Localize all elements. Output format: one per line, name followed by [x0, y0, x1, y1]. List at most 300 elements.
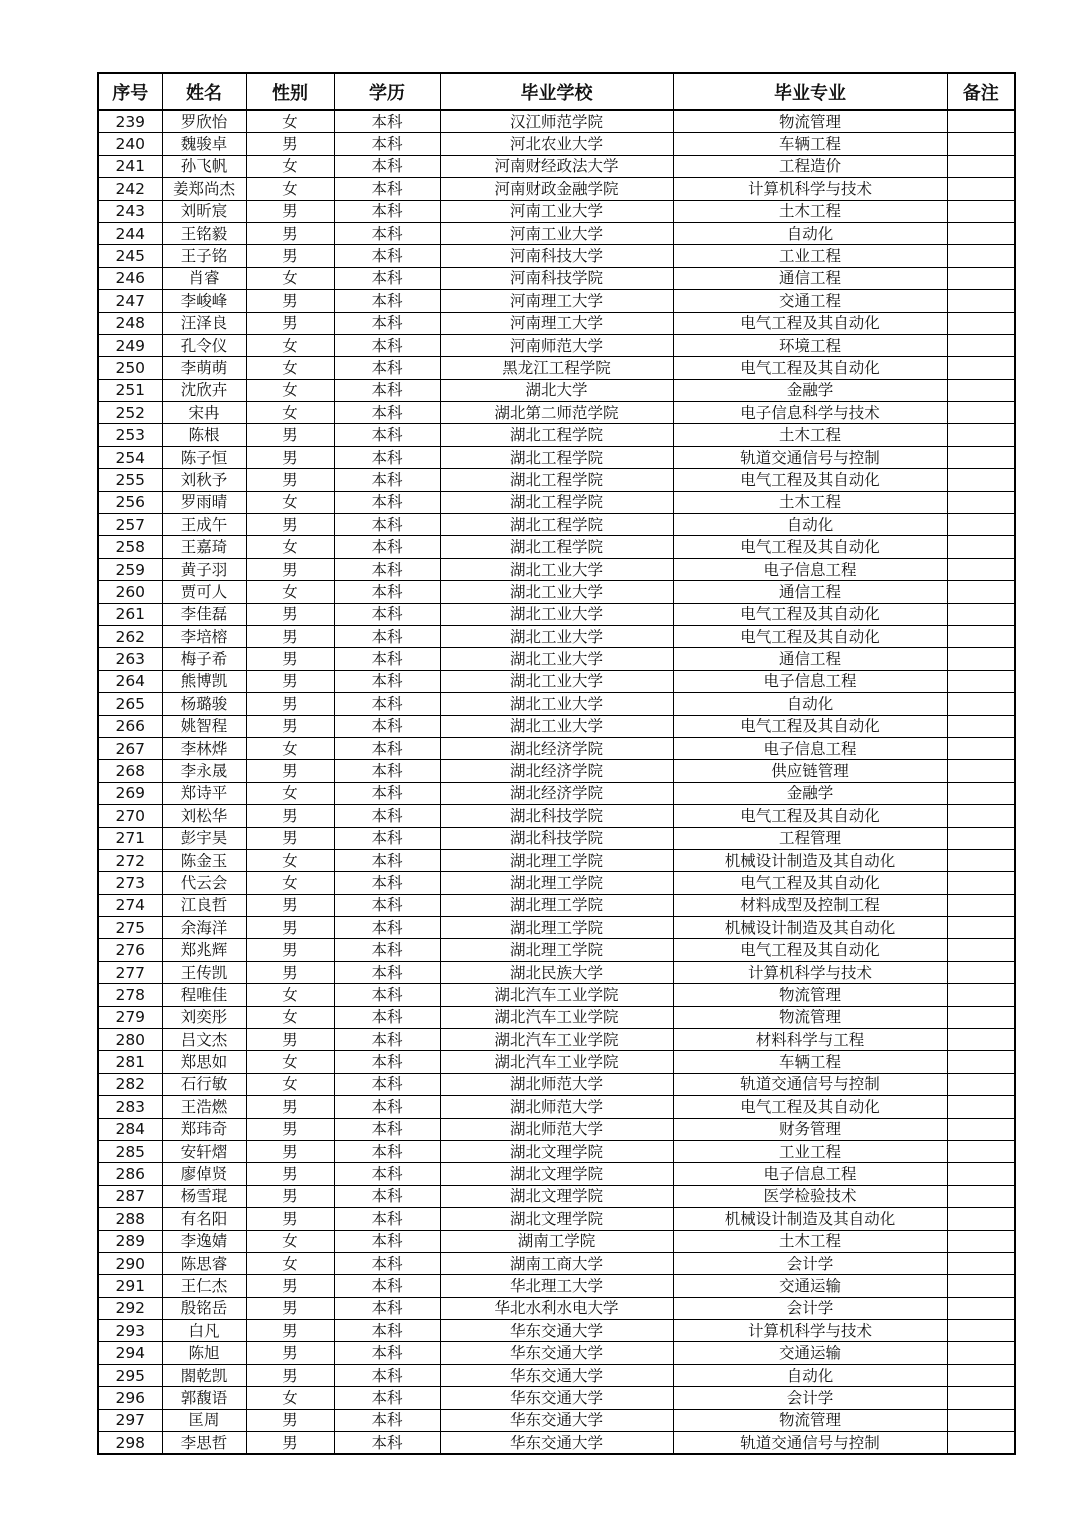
cell-gender: 女	[246, 402, 334, 424]
cell-remarks	[947, 827, 1015, 849]
cell-gender: 男	[246, 894, 334, 916]
cell-gender: 女	[246, 1252, 334, 1274]
cell-remarks	[947, 1364, 1015, 1386]
cell-school: 湖北文理学院	[440, 1140, 673, 1162]
cell-seq: 297	[98, 1409, 162, 1431]
header-gender: 性别	[246, 73, 334, 110]
table-row	[98, 133, 1015, 155]
cell-seq: 293	[98, 1320, 162, 1342]
table-row	[98, 200, 1015, 222]
cell-remarks	[947, 894, 1015, 916]
cell-remarks	[947, 1342, 1015, 1364]
cell-education: 本科	[334, 133, 440, 155]
cell-school: 河南科技学院	[440, 267, 673, 289]
cell-gender: 男	[246, 693, 334, 715]
cell-gender: 男	[246, 1163, 334, 1185]
cell-major: 机械设计制造及其自动化	[673, 917, 947, 939]
cell-education: 本科	[334, 648, 440, 670]
cell-seq: 278	[98, 984, 162, 1006]
cell-remarks	[947, 1051, 1015, 1073]
cell-education: 本科	[334, 1118, 440, 1140]
cell-name: 李永晟	[162, 760, 246, 782]
table-row	[98, 1364, 1015, 1386]
cell-remarks	[947, 446, 1015, 468]
cell-name: 余海洋	[162, 917, 246, 939]
table-row	[98, 760, 1015, 782]
cell-major: 电子信息工程	[673, 737, 947, 759]
cell-name: 刘秋予	[162, 469, 246, 491]
cell-major: 电气工程及其自动化	[673, 805, 947, 827]
cell-education: 本科	[334, 379, 440, 401]
cell-name: 魏骏卓	[162, 133, 246, 155]
cell-seq: 247	[98, 290, 162, 312]
table-row	[98, 1432, 1015, 1455]
cell-name: 李逸婧	[162, 1230, 246, 1252]
cell-school: 华东交通大学	[440, 1320, 673, 1342]
cell-school: 湖北汽车工业学院	[440, 984, 673, 1006]
table-row	[98, 648, 1015, 670]
cell-school: 河南工业大学	[440, 222, 673, 244]
cell-seq: 263	[98, 648, 162, 670]
cell-seq: 246	[98, 267, 162, 289]
table-row	[98, 894, 1015, 916]
cell-name: 李峻峰	[162, 290, 246, 312]
cell-remarks	[947, 110, 1015, 133]
cell-name: 閤乾凯	[162, 1364, 246, 1386]
cell-school: 湖北工程学院	[440, 424, 673, 446]
cell-gender: 男	[246, 1432, 334, 1455]
cell-major: 物流管理	[673, 1006, 947, 1028]
cell-seq: 289	[98, 1230, 162, 1252]
cell-remarks	[947, 514, 1015, 536]
table-row	[98, 693, 1015, 715]
cell-school: 湖北理工学院	[440, 939, 673, 961]
table-row	[98, 334, 1015, 356]
cell-gender: 女	[246, 872, 334, 894]
cell-school: 湖北工程学院	[440, 469, 673, 491]
cell-seq: 274	[98, 894, 162, 916]
cell-remarks	[947, 1073, 1015, 1095]
header-education: 学历	[334, 73, 440, 110]
cell-gender: 女	[246, 536, 334, 558]
cell-seq: 261	[98, 603, 162, 625]
cell-major: 机械设计制造及其自动化	[673, 849, 947, 871]
cell-seq: 273	[98, 872, 162, 894]
cell-major: 交通运输	[673, 1275, 947, 1297]
cell-major: 电气工程及其自动化	[673, 715, 947, 737]
cell-school: 湖北师范大学	[440, 1073, 673, 1095]
cell-school: 湖北汽车工业学院	[440, 1006, 673, 1028]
cell-major: 通信工程	[673, 648, 947, 670]
cell-seq: 282	[98, 1073, 162, 1095]
cell-gender: 男	[246, 1320, 334, 1342]
cell-seq: 291	[98, 1275, 162, 1297]
cell-seq: 275	[98, 917, 162, 939]
header-row	[98, 73, 1015, 110]
cell-education: 本科	[334, 827, 440, 849]
cell-education: 本科	[334, 872, 440, 894]
cell-remarks	[947, 581, 1015, 603]
table-row	[98, 1387, 1015, 1409]
cell-school: 湖北汽车工业学院	[440, 1051, 673, 1073]
cell-education: 本科	[334, 1163, 440, 1185]
cell-major: 电气工程及其自动化	[673, 872, 947, 894]
cell-major: 电子信息工程	[673, 670, 947, 692]
cell-education: 本科	[334, 1006, 440, 1028]
header-major: 毕业专业	[673, 73, 947, 110]
cell-major: 轨道交通信号与控制	[673, 1432, 947, 1455]
table-row	[98, 514, 1015, 536]
table-row	[98, 312, 1015, 334]
cell-major: 通信工程	[673, 267, 947, 289]
cell-gender: 女	[246, 334, 334, 356]
cell-education: 本科	[334, 514, 440, 536]
cell-remarks	[947, 648, 1015, 670]
cell-seq: 280	[98, 1029, 162, 1051]
cell-remarks	[947, 1252, 1015, 1274]
cell-education: 本科	[334, 178, 440, 200]
table-row	[98, 581, 1015, 603]
cell-name: 陈思睿	[162, 1252, 246, 1274]
cell-seq: 270	[98, 805, 162, 827]
cell-name: 郑思如	[162, 1051, 246, 1073]
cell-school: 湖北工业大学	[440, 693, 673, 715]
table-row	[98, 446, 1015, 468]
cell-remarks	[947, 849, 1015, 871]
cell-remarks	[947, 760, 1015, 782]
cell-school: 湖北师范大学	[440, 1096, 673, 1118]
cell-major: 计算机科学与技术	[673, 178, 947, 200]
cell-name: 刘昕宸	[162, 200, 246, 222]
cell-remarks	[947, 558, 1015, 580]
cell-remarks	[947, 536, 1015, 558]
cell-major: 金融学	[673, 782, 947, 804]
cell-name: 姜郑尚杰	[162, 178, 246, 200]
cell-school: 华东交通大学	[440, 1432, 673, 1455]
cell-remarks	[947, 1096, 1015, 1118]
cell-name: 刘松华	[162, 805, 246, 827]
cell-education: 本科	[334, 402, 440, 424]
header-school: 毕业学校	[440, 73, 673, 110]
cell-gender: 女	[246, 1230, 334, 1252]
cell-gender: 男	[246, 625, 334, 647]
cell-major: 自动化	[673, 693, 947, 715]
cell-gender: 男	[246, 446, 334, 468]
cell-seq: 249	[98, 334, 162, 356]
cell-remarks	[947, 737, 1015, 759]
cell-seq: 265	[98, 693, 162, 715]
cell-gender: 男	[246, 1096, 334, 1118]
table-row	[98, 491, 1015, 513]
cell-seq: 287	[98, 1185, 162, 1207]
cell-major: 自动化	[673, 222, 947, 244]
cell-remarks	[947, 200, 1015, 222]
cell-seq: 276	[98, 939, 162, 961]
cell-gender: 男	[246, 760, 334, 782]
cell-education: 本科	[334, 469, 440, 491]
cell-seq: 266	[98, 715, 162, 737]
cell-school: 湖北工业大学	[440, 581, 673, 603]
cell-major: 土木工程	[673, 424, 947, 446]
cell-name: 孔令仪	[162, 334, 246, 356]
cell-name: 有名阳	[162, 1208, 246, 1230]
cell-seq: 268	[98, 760, 162, 782]
cell-gender: 男	[246, 469, 334, 491]
cell-remarks	[947, 312, 1015, 334]
cell-remarks	[947, 402, 1015, 424]
cell-education: 本科	[334, 894, 440, 916]
cell-remarks	[947, 155, 1015, 177]
cell-education: 本科	[334, 558, 440, 580]
cell-seq: 259	[98, 558, 162, 580]
cell-remarks	[947, 1185, 1015, 1207]
table-row	[98, 1163, 1015, 1185]
cell-name: 廖倬贤	[162, 1163, 246, 1185]
cell-seq: 267	[98, 737, 162, 759]
cell-remarks	[947, 961, 1015, 983]
cell-gender: 女	[246, 581, 334, 603]
cell-seq: 252	[98, 402, 162, 424]
cell-gender: 男	[246, 1342, 334, 1364]
cell-name: 王嘉琦	[162, 536, 246, 558]
cell-school: 湖北工业大学	[440, 603, 673, 625]
cell-gender: 男	[246, 670, 334, 692]
cell-seq: 262	[98, 625, 162, 647]
cell-education: 本科	[334, 693, 440, 715]
cell-education: 本科	[334, 961, 440, 983]
cell-seq: 251	[98, 379, 162, 401]
cell-education: 本科	[334, 290, 440, 312]
cell-major: 土木工程	[673, 200, 947, 222]
cell-seq: 286	[98, 1163, 162, 1185]
cell-school: 湖北工业大学	[440, 670, 673, 692]
table-row	[98, 961, 1015, 983]
table-row	[98, 737, 1015, 759]
cell-gender: 男	[246, 312, 334, 334]
cell-education: 本科	[334, 1208, 440, 1230]
cell-education: 本科	[334, 446, 440, 468]
cell-gender: 女	[246, 849, 334, 871]
cell-major: 车辆工程	[673, 133, 947, 155]
table-row	[98, 402, 1015, 424]
cell-gender: 男	[246, 1118, 334, 1140]
cell-name: 杨雪琨	[162, 1185, 246, 1207]
cell-name: 陈根	[162, 424, 246, 446]
cell-school: 河南科技大学	[440, 245, 673, 267]
cell-major: 电气工程及其自动化	[673, 1096, 947, 1118]
table-row	[98, 1096, 1015, 1118]
cell-major: 交通运输	[673, 1342, 947, 1364]
cell-education: 本科	[334, 760, 440, 782]
table-row	[98, 1051, 1015, 1073]
cell-remarks	[947, 1163, 1015, 1185]
cell-seq: 264	[98, 670, 162, 692]
cell-name: 彭宇昊	[162, 827, 246, 849]
cell-school: 湖北工业大学	[440, 625, 673, 647]
cell-remarks	[947, 805, 1015, 827]
cell-gender: 男	[246, 1140, 334, 1162]
cell-gender: 男	[246, 558, 334, 580]
table-row	[98, 1252, 1015, 1274]
cell-education: 本科	[334, 849, 440, 871]
table-row	[98, 984, 1015, 1006]
cell-remarks	[947, 984, 1015, 1006]
cell-gender: 男	[246, 222, 334, 244]
cell-school: 河南工业大学	[440, 200, 673, 222]
cell-major: 医学检验技术	[673, 1185, 947, 1207]
cell-education: 本科	[334, 491, 440, 513]
cell-gender: 女	[246, 379, 334, 401]
cell-seq: 295	[98, 1364, 162, 1386]
cell-school: 河北农业大学	[440, 133, 673, 155]
cell-education: 本科	[334, 939, 440, 961]
cell-education: 本科	[334, 1252, 440, 1274]
cell-school: 湖北工业大学	[440, 558, 673, 580]
cell-education: 本科	[334, 155, 440, 177]
cell-name: 梅子希	[162, 648, 246, 670]
cell-name: 代云会	[162, 872, 246, 894]
table-row	[98, 379, 1015, 401]
header-remarks: 备注	[947, 73, 1015, 110]
table-row	[98, 1275, 1015, 1297]
cell-school: 湖北工程学院	[440, 491, 673, 513]
cell-seq: 256	[98, 491, 162, 513]
table-row	[98, 1208, 1015, 1230]
cell-school: 黑龙江工程学院	[440, 357, 673, 379]
cell-major: 自动化	[673, 1364, 947, 1386]
cell-remarks	[947, 491, 1015, 513]
cell-major: 工程管理	[673, 827, 947, 849]
cell-education: 本科	[334, 1185, 440, 1207]
cell-major: 物流管理	[673, 110, 947, 133]
cell-major: 轨道交通信号与控制	[673, 446, 947, 468]
table-row	[98, 670, 1015, 692]
table-row	[98, 178, 1015, 200]
cell-remarks	[947, 1140, 1015, 1162]
cell-education: 本科	[334, 1409, 440, 1431]
cell-school: 湖北民族大学	[440, 961, 673, 983]
cell-remarks	[947, 782, 1015, 804]
cell-gender: 男	[246, 715, 334, 737]
cell-gender: 男	[246, 1029, 334, 1051]
cell-gender: 女	[246, 155, 334, 177]
cell-school: 河南师范大学	[440, 334, 673, 356]
cell-school: 汉江师范学院	[440, 110, 673, 133]
cell-seq: 277	[98, 961, 162, 983]
cell-education: 本科	[334, 715, 440, 737]
cell-major: 交通工程	[673, 290, 947, 312]
cell-major: 通信工程	[673, 581, 947, 603]
cell-seq: 245	[98, 245, 162, 267]
cell-name: 郑兆辉	[162, 939, 246, 961]
cell-major: 电气工程及其自动化	[673, 357, 947, 379]
cell-major: 土木工程	[673, 1230, 947, 1252]
cell-gender: 男	[246, 424, 334, 446]
table-row	[98, 469, 1015, 491]
cell-school: 湖北工业大学	[440, 715, 673, 737]
cell-gender: 女	[246, 491, 334, 513]
cell-name: 王子铭	[162, 245, 246, 267]
cell-seq: 260	[98, 581, 162, 603]
cell-gender: 男	[246, 961, 334, 983]
cell-name: 陈金玉	[162, 849, 246, 871]
cell-gender: 男	[246, 290, 334, 312]
table-row	[98, 1029, 1015, 1051]
cell-school: 湖北经济学院	[440, 737, 673, 759]
table-row	[98, 1006, 1015, 1028]
cell-gender: 男	[246, 1275, 334, 1297]
cell-major: 电子信息科学与技术	[673, 402, 947, 424]
cell-remarks	[947, 357, 1015, 379]
table-row	[98, 110, 1015, 133]
cell-education: 本科	[334, 1073, 440, 1095]
cell-major: 财务管理	[673, 1118, 947, 1140]
cell-gender: 男	[246, 939, 334, 961]
cell-education: 本科	[334, 1364, 440, 1386]
table-row	[98, 939, 1015, 961]
cell-gender: 女	[246, 110, 334, 133]
cell-seq: 294	[98, 1342, 162, 1364]
cell-education: 本科	[334, 1051, 440, 1073]
cell-seq: 250	[98, 357, 162, 379]
table-row	[98, 1118, 1015, 1140]
cell-school: 湖南工学院	[440, 1230, 673, 1252]
cell-school: 湖北理工学院	[440, 894, 673, 916]
cell-major: 工业工程	[673, 1140, 947, 1162]
cell-name: 李思哲	[162, 1432, 246, 1455]
cell-name: 沈欣卉	[162, 379, 246, 401]
cell-education: 本科	[334, 222, 440, 244]
table-row	[98, 625, 1015, 647]
cell-seq: 279	[98, 1006, 162, 1028]
cell-education: 本科	[334, 984, 440, 1006]
cell-remarks	[947, 939, 1015, 961]
cell-name: 李培榕	[162, 625, 246, 647]
table-row	[98, 558, 1015, 580]
cell-name: 江良哲	[162, 894, 246, 916]
cell-school: 湖北大学	[440, 379, 673, 401]
cell-remarks	[947, 334, 1015, 356]
table-row	[98, 872, 1015, 894]
cell-school: 湖北文理学院	[440, 1163, 673, 1185]
cell-remarks	[947, 670, 1015, 692]
cell-remarks	[947, 267, 1015, 289]
cell-major: 电气工程及其自动化	[673, 536, 947, 558]
cell-gender: 男	[246, 1185, 334, 1207]
cell-school: 河南财经政法大学	[440, 155, 673, 177]
table-row	[98, 827, 1015, 849]
cell-gender: 男	[246, 648, 334, 670]
cell-school: 湖北经济学院	[440, 760, 673, 782]
cell-school: 湖北汽车工业学院	[440, 1029, 673, 1051]
cell-school: 湖北工业大学	[440, 648, 673, 670]
cell-seq: 243	[98, 200, 162, 222]
cell-name: 安轩熠	[162, 1140, 246, 1162]
cell-education: 本科	[334, 334, 440, 356]
cell-name: 郭馥语	[162, 1387, 246, 1409]
cell-education: 本科	[334, 1297, 440, 1319]
cell-seq: 284	[98, 1118, 162, 1140]
cell-education: 本科	[334, 267, 440, 289]
table-row	[98, 536, 1015, 558]
table-row	[98, 1297, 1015, 1319]
cell-education: 本科	[334, 625, 440, 647]
cell-seq: 296	[98, 1387, 162, 1409]
cell-remarks	[947, 603, 1015, 625]
cell-seq: 272	[98, 849, 162, 871]
table-header	[98, 73, 1015, 110]
cell-seq: 255	[98, 469, 162, 491]
